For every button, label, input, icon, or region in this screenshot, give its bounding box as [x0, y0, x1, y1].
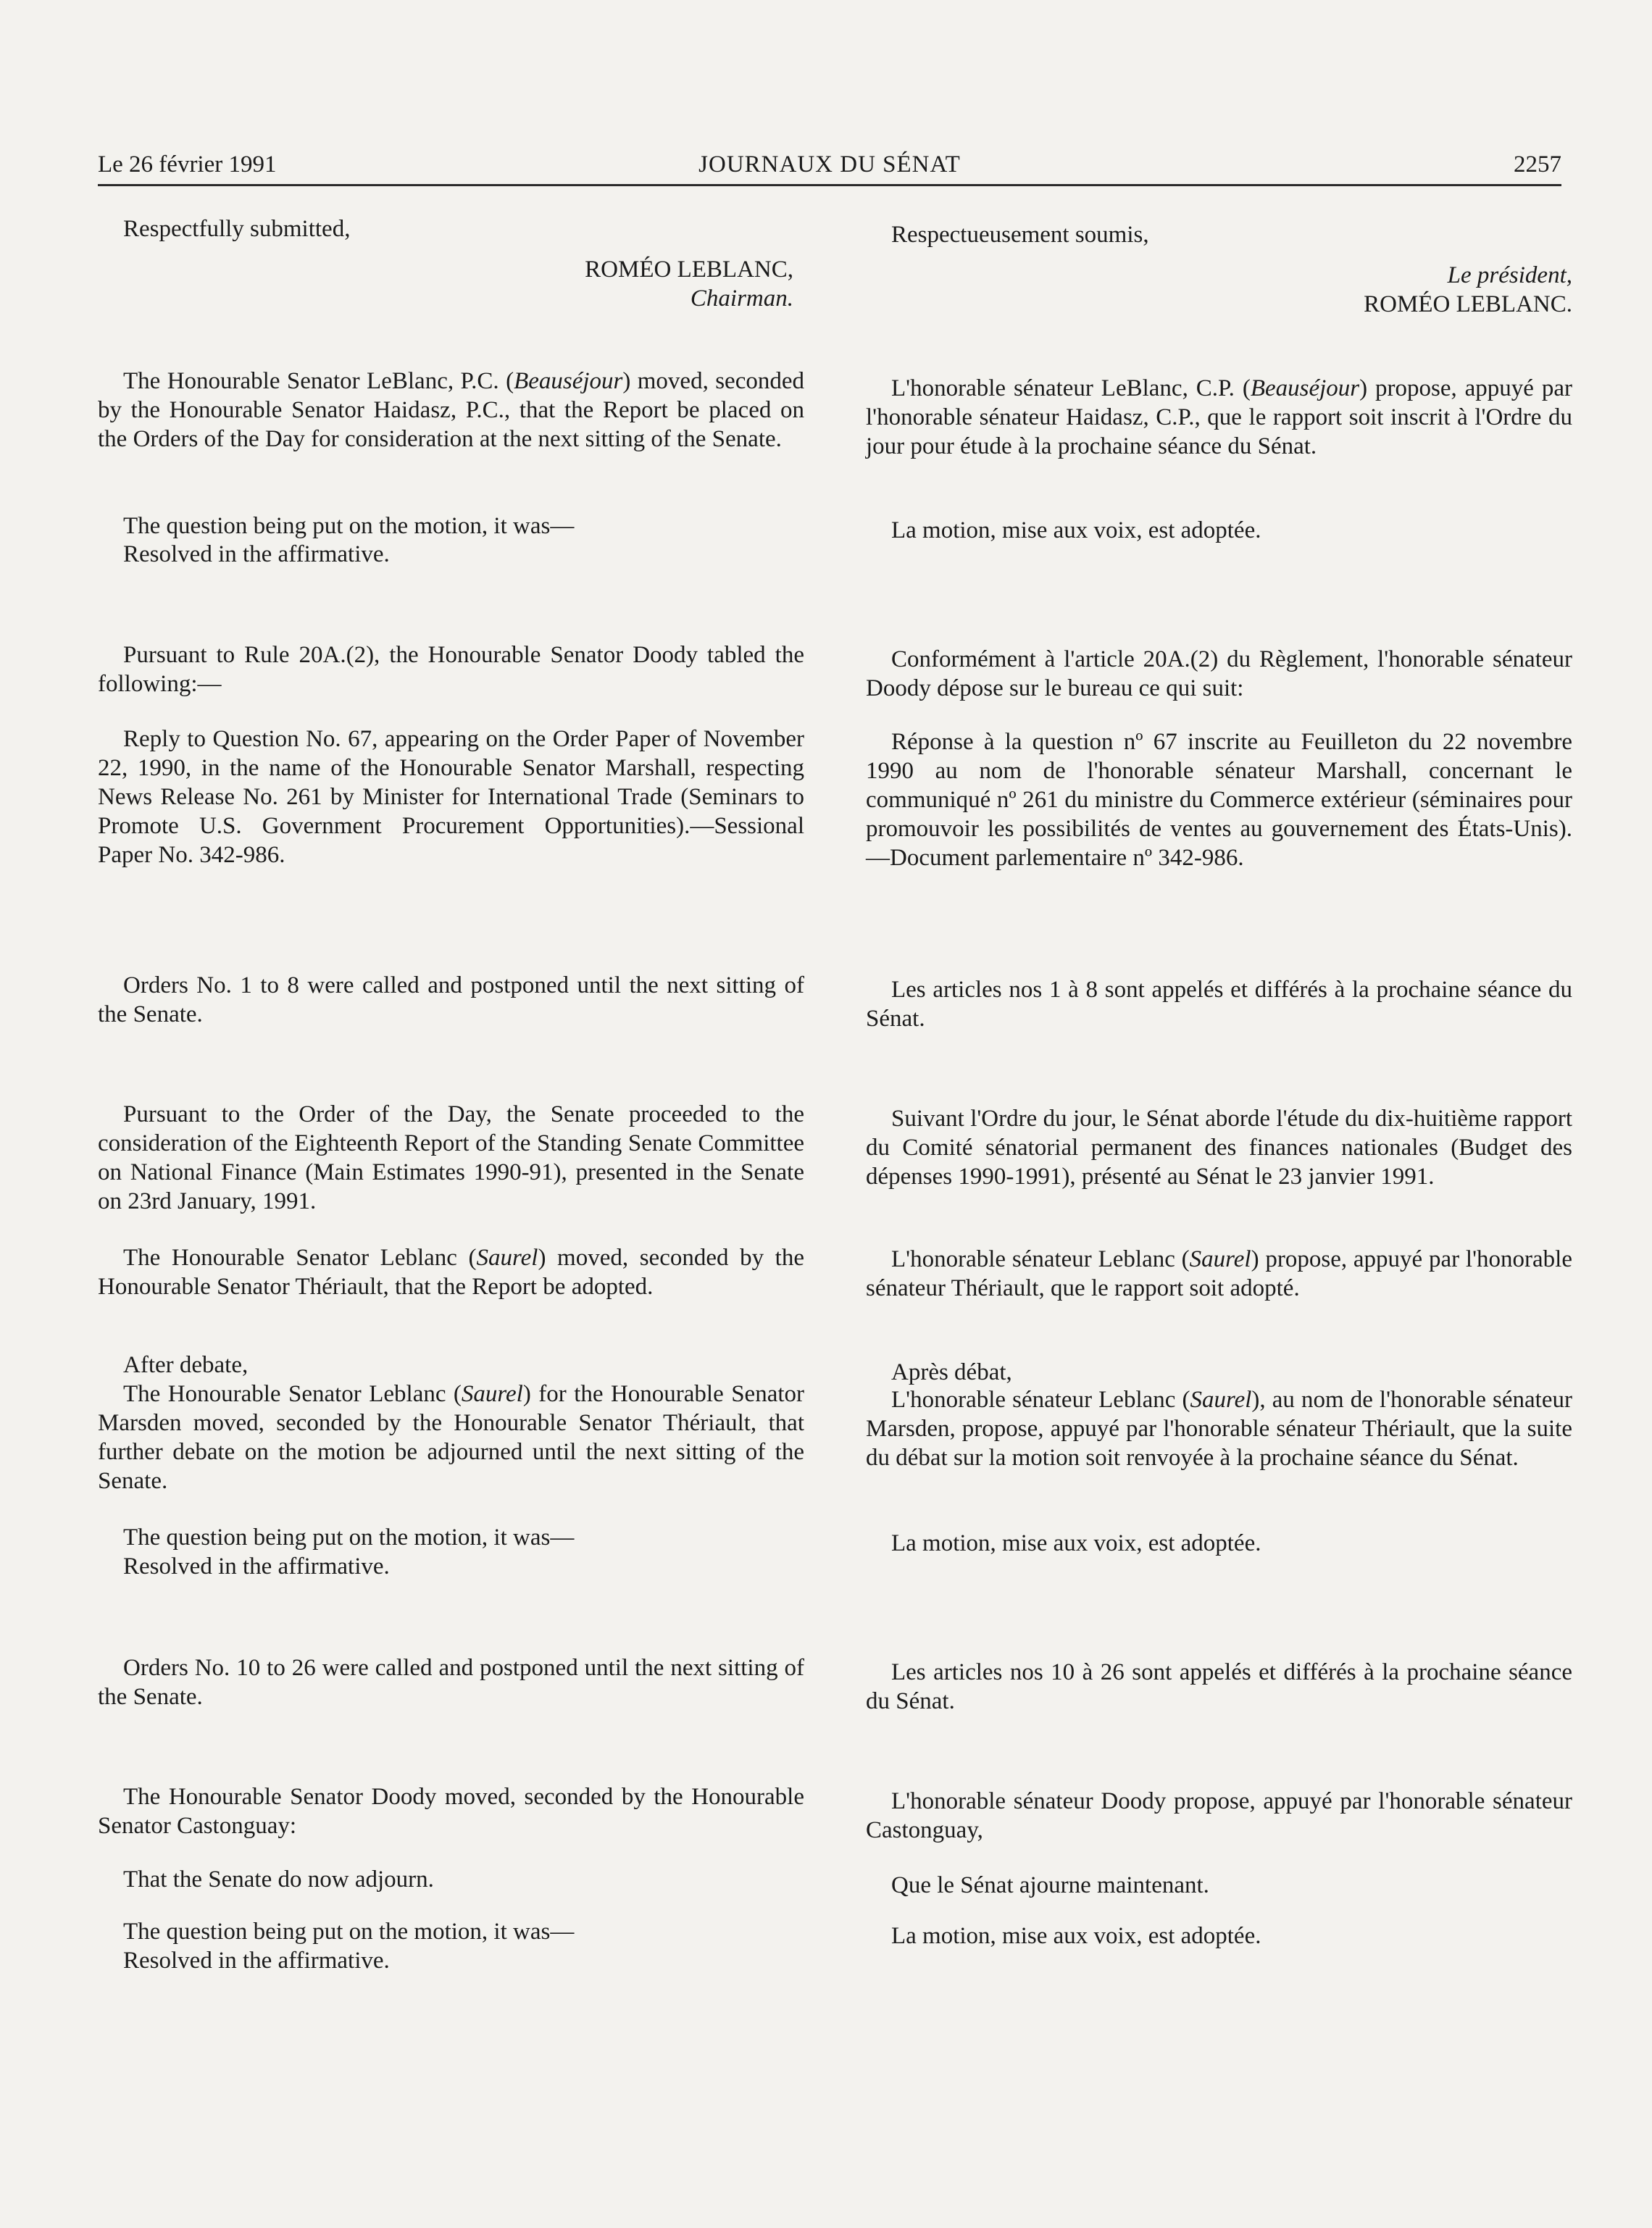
en-motion-report-placed: The Honourable Senator LeBlanc, P.C. (Beauséjour) moved, seconded by the Honourable Senator Haidasz, P.C., that the Report be placed on the Orders of the Day for consideration at the next sitting of the Senate. — [98, 368, 804, 452]
en-resolved-1: Resolved in the affirmative. — [123, 541, 390, 567]
en-rule-20a: Pursuant to Rule 20A.(2), the Honourable Senator Doody tabled the following:— — [98, 642, 804, 697]
fr-adopted-2: La motion, mise aux voix, est adoptée. — [891, 1530, 1261, 1556]
en-reply-question-67: Reply to Question No. 67, appearing on the Order Paper of November 22, 1990, in the name of the Honourable Senator Marshall, respecting News Release No. 261 by Minister for International Trade (Seminars to Promote U.S. Government Procurement Opportunities).—Sessional Paper No. 342-986. — [98, 726, 804, 868]
fr-orders-1-8: Les articles nos 1 à 8 sont appelés et différés à la prochaine séance du Sénat. — [866, 977, 1572, 1032]
en-resolved-3: Resolved in the affirmative. — [123, 1948, 390, 1974]
fr-submitted: Respectueusement soumis, — [891, 222, 1149, 248]
en-order-of-the-day: Pursuant to the Order of the Day, the Senate proceeded to the consideration of the Eighteenth Report of the Standing Senate Committee on National Finance (Main Estimates 1990-91), presented in the Senate on 23rd January, 1991. — [98, 1101, 804, 1214]
en-question-2: The question being put on the motion, it was— — [123, 1524, 575, 1551]
header-rule — [98, 184, 1561, 186]
fr-adopted-3: La motion, mise aux voix, est adoptée. — [891, 1923, 1261, 1949]
fr-orders-10-26: Les articles nos 10 à 26 sont appelés et différés à la prochaine séance du Sénat. — [866, 1659, 1572, 1714]
header-date: Le 26 février 1991 — [98, 151, 277, 178]
en-orders-10-26: Orders No. 10 to 26 were called and postponed until the next sitting of the Senate. — [98, 1655, 804, 1710]
en-motion-adopt-report: The Honourable Senator Leblanc (Saurel) moved, seconded by the Honourable Senator Thériault, that the Report be adopted. — [98, 1245, 804, 1300]
fr-signature-name: ROMÉO LEBLANC. — [1364, 291, 1572, 317]
en-question-1: The question being put on the motion, it was— — [123, 513, 575, 539]
en-motion-adjourn-debate: The Honourable Senator Leblanc (Saurel) for the Honourable Senator Marsden moved, seconded by the Honourable Senator Thériault, that further debate on the motion be adjourned until the next sitting of the Senate. — [98, 1381, 804, 1494]
en-signature-title: Chairman. — [690, 285, 793, 312]
fr-motion-report-placed: L'honorable sénateur LeBlanc, C.P. (Beauséjour) propose, appuyé par l'honorable sénateur Haidasz, C.P., que le rapport soit inscrit à l'Ordre du jour pour étude à la prochaine séance du Sénat. — [866, 375, 1572, 459]
header-title: JOURNAUX DU SÉNAT — [698, 151, 961, 178]
fr-signature-title: Le président, — [1447, 262, 1572, 288]
en-adjourn-text: That the Senate do now adjourn. — [123, 1866, 434, 1893]
page-number: 2257 — [1514, 151, 1561, 178]
en-orders-1-8: Orders No. 1 to 8 were called and postponed until the next sitting of the Senate. — [98, 972, 804, 1027]
en-adjourn-motion: The Honourable Senator Doody moved, seconded by the Honourable Senator Castonguay: — [98, 1784, 804, 1839]
fr-adjourn-motion: L'honorable sénateur Doody propose, appuyé par l'honorable sénateur Castonguay, — [866, 1788, 1572, 1843]
en-question-3: The question being put on the motion, it was— — [123, 1919, 575, 1945]
en-submitted: Respectfully submitted, — [123, 216, 351, 242]
fr-adjourn-text: Que le Sénat ajourne maintenant. — [891, 1872, 1209, 1898]
fr-motion-adopt-report: L'honorable sénateur Leblanc (Saurel) propose, appuyé par l'honorable sénateur Thériault, que le rapport soit adopté. — [866, 1246, 1572, 1301]
fr-rule-20a: Conformément à l'article 20A.(2) du Règlement, l'honorable sénateur Doody dépose sur le bureau ce qui suit: — [866, 646, 1572, 701]
en-after-debate: After debate, — [123, 1352, 249, 1378]
fr-motion-adjourn-debate: L'honorable sénateur Leblanc (Saurel), au nom de l'honorable sénateur Marsden, propose, appuyé par l'honorable sénateur Thériault, que la suite du débat sur la motion soit renvoyée à la prochaine séance du Sénat. — [866, 1387, 1572, 1471]
fr-order-of-the-day: Suivant l'Ordre du jour, le Sénat aborde l'étude du dix-huitième rapport du Comité sénatorial permanent des finances nationales (Budget des dépenses 1990-1991), présenté au Sénat le 23 janvier 1991. — [866, 1106, 1572, 1190]
fr-reply-question-67: Réponse à la question nº 67 inscrite au Feuilleton du 22 novembre 1990 au nom de l'honorable sénateur Marshall, concernant le communiqué nº 261 du ministre du Commerce extérieur (séminaires pour promouvoir les possibilités de ventes au gouvernement des États-Unis).—Document parlementaire nº 342-986. — [866, 729, 1572, 871]
page-header — [98, 149, 1561, 184]
en-resolved-2: Resolved in the affirmative. — [123, 1553, 390, 1580]
fr-adopted-1: La motion, mise aux voix, est adoptée. — [891, 517, 1261, 543]
fr-after-debate: Après débat, — [891, 1359, 1012, 1385]
en-signature-name: ROMÉO LEBLANC, — [585, 256, 793, 283]
